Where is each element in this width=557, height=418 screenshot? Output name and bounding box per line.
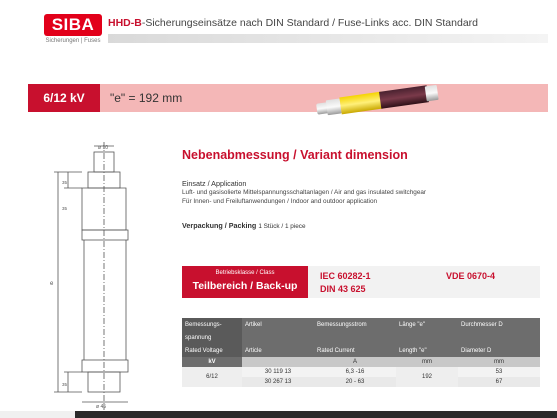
table-row [182, 367, 540, 377]
table-header-row [182, 331, 540, 344]
packing-label: Verpackung / Packing [182, 221, 257, 230]
dimension-drawing [28, 140, 173, 415]
dim-top-label: ø 10 [98, 145, 109, 151]
cell-length: 192 [396, 367, 458, 387]
unit-mm: mm [458, 357, 540, 367]
logo-subtitle: Sicherungen | Fuses [45, 38, 101, 44]
packing-info [182, 221, 306, 230]
cell-current: 6,3 -16 [314, 367, 396, 377]
table-header-row-en [182, 344, 540, 357]
th-diameter: Durchmesser D [458, 318, 540, 331]
standard-vde: VDE 0670-4 [446, 271, 496, 281]
th-rated-current: Rated Current [314, 344, 396, 357]
dim-e-label: e [50, 281, 54, 287]
th-article-en: Article [242, 344, 314, 357]
logo-wordmark: SIBA [44, 14, 102, 36]
th-length-en: Length "e" [396, 344, 458, 357]
dim-bottom-label: ø 45 [96, 404, 107, 410]
cell-voltage: 6/12 [182, 367, 242, 387]
application-heading: Einsatz / Application [182, 179, 247, 188]
table-units-row [182, 357, 540, 367]
voltage-label: 6/12 kV [28, 84, 100, 112]
operating-class-box [182, 266, 308, 298]
th-blank [314, 331, 396, 344]
cell-article: 30 119 13 [242, 367, 314, 377]
unit-a: A [314, 357, 396, 367]
document-title [108, 17, 478, 29]
packing-value: 1 Stück / 1 piece [258, 223, 306, 230]
class-caption: Betriebsklasse / Class [215, 270, 275, 276]
th-length: Länge "e" [396, 318, 458, 331]
cell-diameter: 67 [458, 377, 540, 387]
th-diameter-en: Diameter D [458, 344, 540, 357]
unit-mm: mm [396, 357, 458, 367]
cell-article: 30 267 13 [242, 377, 314, 387]
dimension-label: "e" = 192 mm [110, 91, 183, 105]
cell-current: 20 - 63 [314, 377, 396, 387]
standard-iec: IEC 60282-1 [320, 271, 371, 281]
title-text: -Sicherungseinsätze nach DIN Standard / Fuse-Links acc. DIN Standard [141, 17, 478, 29]
header-rule [108, 34, 548, 43]
variant-title: Nebenabmessung / Variant dimension [182, 148, 408, 162]
dim-a-label: 35 [62, 180, 68, 185]
th-blank [396, 331, 458, 344]
unit-article [242, 357, 314, 367]
siba-logo [44, 14, 102, 48]
standard-din: DIN 43 625 [320, 284, 366, 294]
specification-table [182, 318, 540, 387]
voltage-banner [28, 84, 548, 112]
table-header-row [182, 318, 540, 331]
th-article: Artikel [242, 318, 314, 331]
unit-kv: kV [182, 357, 242, 367]
th-voltage: Bemessungs- [182, 318, 242, 331]
product-code: HHD-B [108, 17, 142, 29]
footer-strip [0, 411, 75, 418]
dim-b-label: 35 [62, 206, 68, 211]
th-rated-voltage: Rated Voltage [182, 344, 242, 357]
class-value: Teilbereich / Back-up [192, 280, 298, 292]
footer-bar [75, 411, 557, 418]
application-line: Für Innen- und Freiluftanwendungen / Indoor and outdoor application [182, 198, 378, 205]
application-line: Luft- und gasisolierte Mittelspannungsschaltanlagen / Air and gas insulated switchgear [182, 189, 427, 196]
th-blank [458, 331, 540, 344]
th-voltage-cont: spannung [182, 331, 242, 344]
th-blank [242, 331, 314, 344]
dim-c-label: 35 [62, 382, 68, 387]
cell-diameter: 53 [458, 367, 540, 377]
th-current: Bemessungsstrom [314, 318, 396, 331]
fuse-photo [312, 82, 446, 116]
